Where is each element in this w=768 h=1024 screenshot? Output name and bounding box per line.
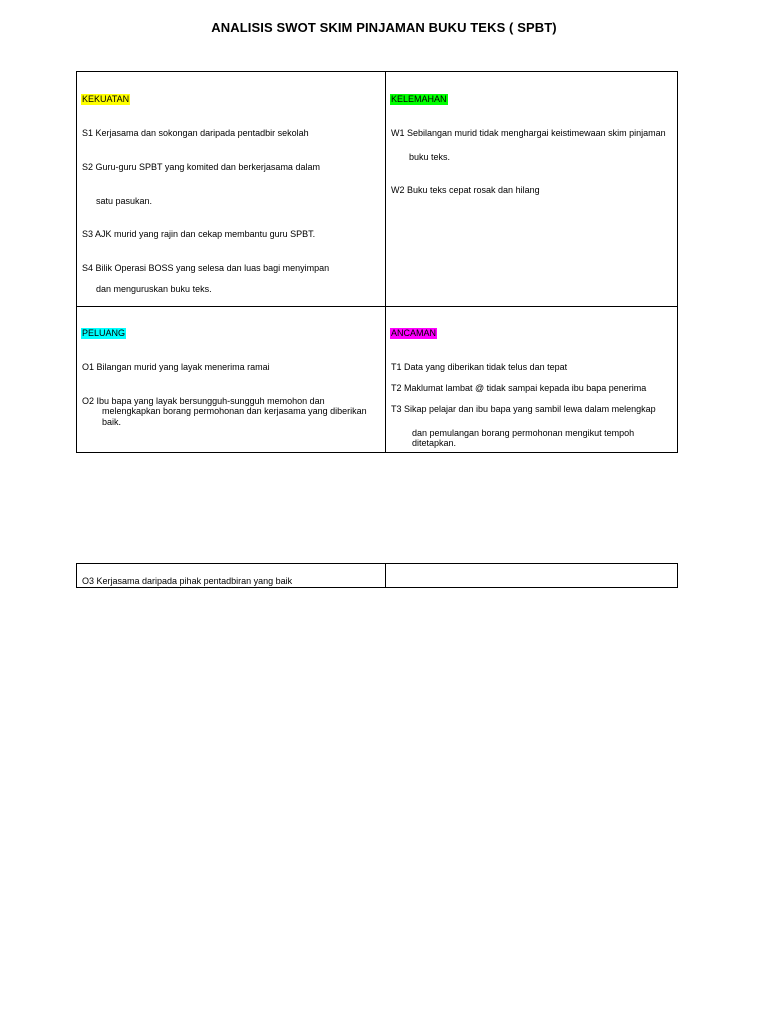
threat-item-continuation: dan pemulangan borang permohonan mengikut tempoh (412, 428, 635, 438)
threat-item-continuation: ditetapkan. (412, 438, 457, 448)
table-divider-horizontal (77, 306, 677, 307)
threat-item: T3 Sikap pelajar dan ibu bapa yang sambil lewa dalam melengkap (391, 404, 656, 414)
strength-item-continuation: satu pasukan. (96, 196, 153, 206)
strength-item: S3 AJK murid yang rajin dan cekap membantu guru SPBT. (82, 229, 316, 239)
swot-table (76, 71, 678, 453)
strengths-label: KEKUATAN (82, 94, 130, 104)
opportunity-item: O3 Kerjasama daripada pihak pentadbiran yang baik (82, 576, 293, 586)
weakness-item-continuation: buku teks. (409, 152, 451, 162)
table-divider-vertical (385, 72, 386, 452)
opportunity-item-continuation: melengkapkan borang permohonan dan kerjasama yang diberikan (102, 406, 367, 416)
document-title: ANALISIS SWOT SKIM PINJAMAN BUKU TEKS ( SPBT) (211, 20, 557, 35)
strength-item-continuation: dan menguruskan buku teks. (96, 284, 212, 294)
strength-item: S1 Kerjasama dan sokongan daripada pentadbir sekolah (82, 128, 309, 138)
strength-item: S2 Guru-guru SPBT yang komited dan berkerjasama dalam (82, 162, 320, 172)
weakness-item: W2 Buku teks cepat rosak dan hilang (391, 185, 540, 195)
threat-item: T1 Data yang diberikan tidak telus dan tepat (391, 362, 568, 372)
continuation-divider (385, 564, 386, 587)
threat-item: T2 Maklumat lambat @ tidak sampai kepada ibu bapa penerima (391, 383, 647, 393)
continuation-table (76, 563, 678, 588)
threats-label: ANCAMAN (391, 328, 437, 338)
strength-item: S4 Bilik Operasi BOSS yang selesa dan luas bagi menyimpan (82, 263, 330, 273)
opportunity-item: O2 Ibu bapa yang layak bersungguh-sungguh memohon dan (82, 396, 325, 406)
weakness-item: W1 Sebilangan murid tidak menghargai keistimewaan skim pinjaman (391, 128, 666, 138)
weaknesses-label: KELEMAHAN (391, 94, 447, 104)
opportunities-label: PELUANG (82, 328, 126, 338)
opportunity-item: O1 Bilangan murid yang layak menerima ramai (82, 362, 270, 372)
opportunity-item-continuation: baik. (102, 417, 122, 427)
